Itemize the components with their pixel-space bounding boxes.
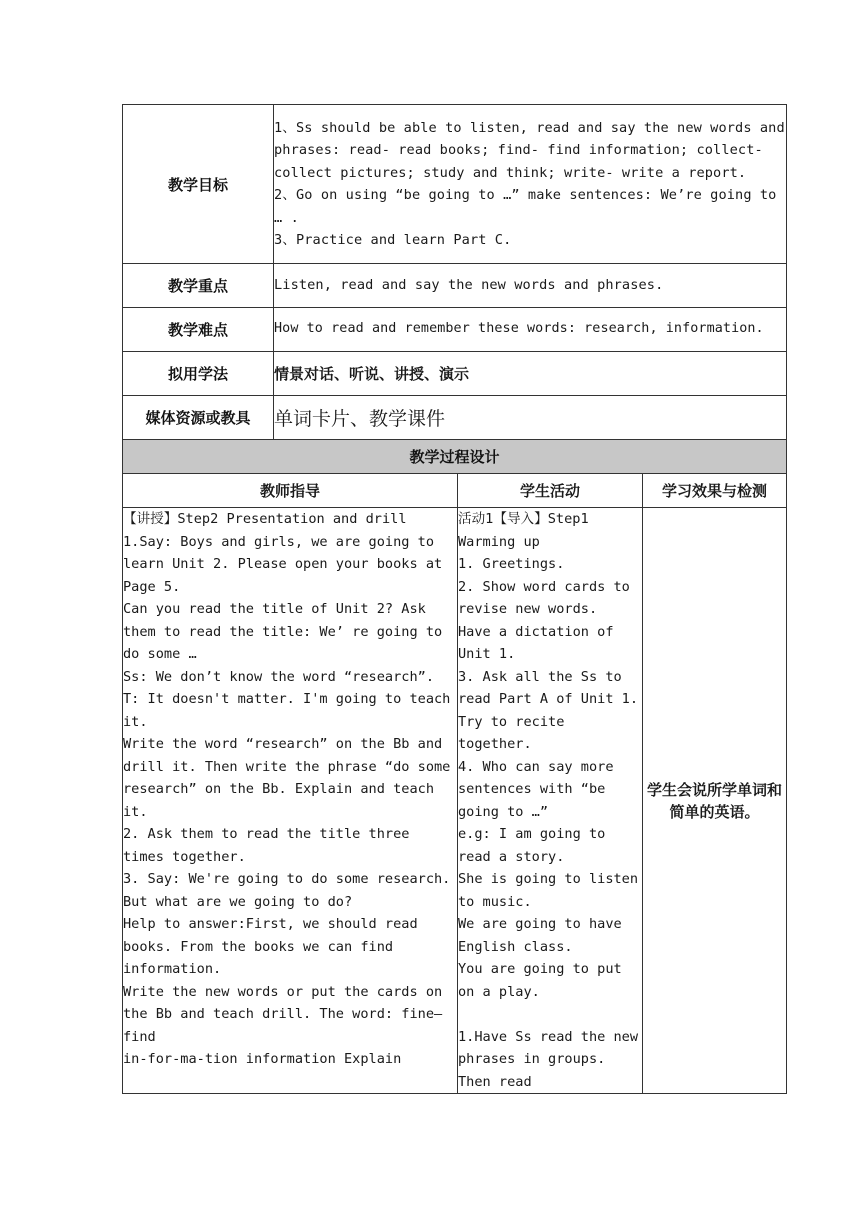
methods-row	[123, 352, 787, 396]
methods-label: 拟用学法	[123, 352, 274, 396]
lesson-plan-table	[122, 104, 787, 1094]
objectives-row	[123, 105, 787, 264]
learning-effect-header: 学习效果与检测	[643, 474, 787, 508]
student-activity-header: 学生活动	[458, 474, 643, 508]
student-activity-content: 活动1【导入】Step1 Warming up 1. Greetings. 2. Show word cards to revise new words. Have a dictation of Unit 1. 3. Ask all the Ss to read Part A of Unit 1. Try to recite together. 4. Who can say more sentences with “be going to …” e.g: I am going to read a story. She is going to listen to music. We are going to have English class. You are going to put on a play. 1.Have Ss read the new phrases in groups. Then read	[458, 508, 643, 1094]
key-points-content: Listen, read and say the new words and phrases.	[274, 264, 787, 308]
process-header-row	[123, 474, 787, 508]
learning-effect-content: 学生会说所学单词和简单的英语。	[643, 508, 787, 1094]
difficulties-row	[123, 308, 787, 352]
teacher-guidance-header: 教师指导	[123, 474, 458, 508]
process-title-row	[123, 440, 787, 474]
methods-content: 情景对话、听说、讲授、演示	[274, 352, 787, 396]
process-body-row	[123, 508, 787, 1094]
key-points-row	[123, 264, 787, 308]
media-content: 单词卡片、教学课件	[274, 396, 787, 440]
key-points-label: 教学重点	[123, 264, 274, 308]
difficulties-content: How to read and remember these words: research, information.	[274, 308, 787, 352]
objectives-label: 教学目标	[123, 105, 274, 264]
process-title: 教学过程设计	[123, 440, 787, 474]
objectives-content: 1、Ss should be able to listen, read and say the new words and phrases: read- read books; find- find information; collect- collect pictures; study and think; write- write a report. 2、Go on using “be going to …” make sentences: We’re going to … . 3、Practice and learn Part C.	[274, 105, 787, 264]
teacher-guidance-content: 【讲授】Step2 Presentation and drill 1.Say: Boys and girls, we are going to learn Unit 2. Please open your books at Page 5. Can you read the title of Unit 2? Ask them to read the title: We’ re going to do some … Ss: We don’t know the word “research”. T: It doesn't matter. I'm going to teach it. Write the word “research” on the Bb and drill it. Then write the phrase “do some research” on the Bb. Explain and teach it. 2. Ask them to read the title three times together. 3. Say: We're going to do some research. But what are we going to do? Help to answer:First, we should read books. From the books we can find information. Write the new words or put the cards on the Bb and teach drill. The word: fine—find in-for-ma-tion information Explain	[123, 508, 458, 1094]
media-row	[123, 396, 787, 440]
difficulties-label: 教学难点	[123, 308, 274, 352]
media-label: 媒体资源或教具	[123, 396, 274, 440]
